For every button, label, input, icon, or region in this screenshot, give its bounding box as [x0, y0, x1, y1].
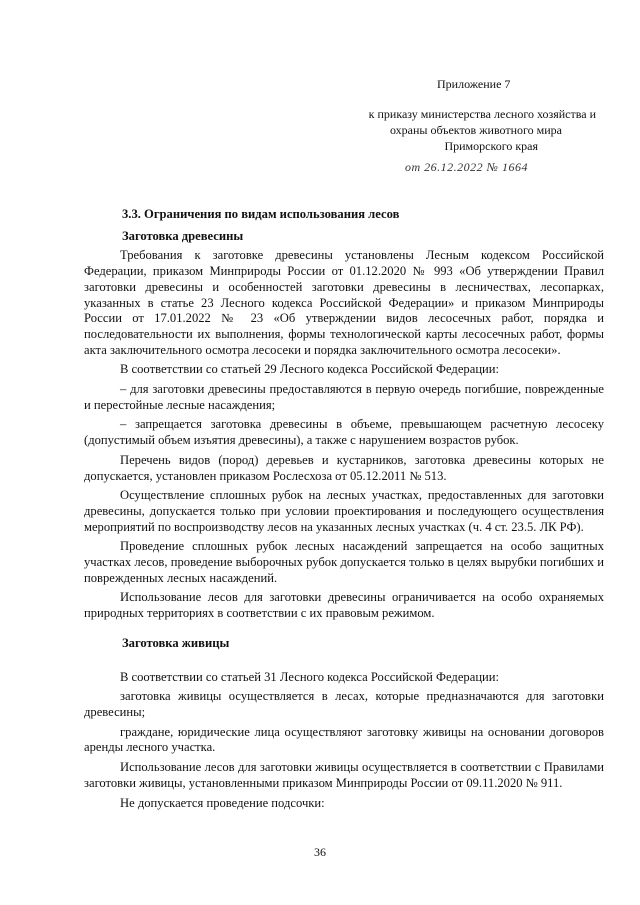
paragraph: Проведение сплошных рубок лесных насаждений запрещается на особо защитных участках лесов, проведение выборочных рубок допускается только в целях вырубки погибших и поврежденных лесных насаждений.	[84, 539, 604, 585]
order-line: Приморского края	[444, 139, 538, 153]
section-title: 3.3. Ограничения по видам использования лесов	[122, 207, 400, 221]
paragraph: Перечень видов (пород) деревьев и кустарников, заготовка древесины которых не допускается, установлен приказом Рослесхоза от 05.12.2011 № 513.	[84, 452, 604, 483]
order-line: охраны объектов животного мира	[389, 123, 562, 137]
paragraph: В соответствии со статьей 29 Лесного кодекса Российской Федерации:	[120, 362, 500, 377]
document-body	[84, 207, 604, 815]
paragraph: Осуществление сплошных рубок на лесных участках, предоставленных для заготовки древесины, допускается только при условии проектирования и последующего осуществления мероприятий по воспроизводству лесов на указанных лесных участках (ч. 4 ст. 23.5. ЛК РФ).	[84, 488, 604, 534]
list-item: граждане, юридические лица осуществляют заготовку живицы на основании договоров аренды лесного участка.	[84, 724, 604, 755]
paragraph: Использование лесов для заготовки живицы осуществляется в соответствии с Правилами заготовки живицы, установленными приказом Минприроды России от 09.11.2020 № 911.	[84, 760, 604, 790]
list-item: – запрещается заготовка древесины в объеме, превышающем расчетную лесосеку (допустимый объем изъятия древесины), а также с нарушением возрастов рубок.	[84, 417, 604, 448]
order-number-handwritten: от 26.12.2022 № 1664	[405, 160, 528, 174]
paragraph: Требования к заготовке древесины установлены Лесным кодексом Российской Федерации, приказом Минприроды России от 01.12.2020 № 993 «Об утверждении Правил заготовки древесины и особенностей заготовки древесины в лесничествах, лесопарках, указанных в статье 23 Лесного кодекса Российской Федерации» и приказом Минприроды России от 17.01.2022 № 23 «Об утверждении видов лесосечных работ, порядка и последовательности их выполнения, формы технологической карты лесосечных работ, формы акта заключительного осмотра лесосеки и порядка заключительного осмотра лесосеки».	[84, 248, 604, 357]
subsection-title-resin: Заготовка живицы	[122, 635, 230, 650]
order-reference	[369, 106, 596, 154]
order-line: к приказу министерства лесного хозяйства и	[368, 107, 596, 121]
paragraph: В соответствии со статьей 31 Лесного кодекса Российской Федерации:	[120, 669, 500, 684]
list-item: заготовка живицы осуществляется в лесах, которые предназначаются для заготовки древесины;	[84, 689, 604, 719]
page-number: 36	[314, 845, 326, 859]
paragraph: Не допускается проведение подсочки:	[120, 795, 325, 810]
appendix-label: Приложение 7	[437, 77, 511, 91]
paragraph: Использование лесов для заготовки древесины ограничивается на особо охраняемых природных территориях в соответствии с их правовым режимом.	[84, 590, 604, 621]
list-item: – для заготовки древесины предоставляются в первую очередь погибшие, поврежденные и перестойные лесные насаждения;	[84, 382, 604, 412]
subsection-title-wood: Заготовка древесины	[122, 228, 244, 243]
